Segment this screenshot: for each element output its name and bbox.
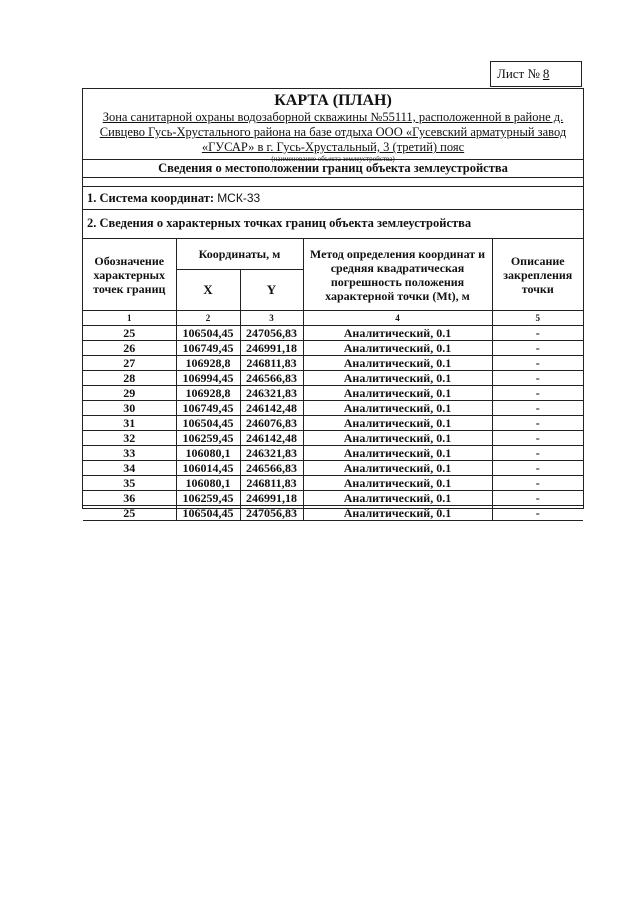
y-coord-cell: 246566,83: [240, 371, 303, 386]
fixing-description-cell: -: [492, 356, 583, 371]
header-y: Y: [240, 270, 303, 311]
table-row: [83, 461, 583, 476]
point-id-cell: 26: [83, 341, 176, 356]
point-id-cell: 36: [83, 491, 176, 506]
point-id-cell: 29: [83, 386, 176, 401]
fixing-description-cell: -: [492, 416, 583, 431]
object-description-line-2: Сивцево Гусь-Хрустального района на базе отдыха ООО «Гусевский арматурный завод: [99, 125, 567, 139]
x-coord-cell: 106504,45: [176, 506, 240, 521]
x-coord-cell: 106749,45: [176, 401, 240, 416]
method-cell: Аналитический, 0.1: [303, 326, 492, 341]
table-row: [83, 341, 583, 356]
fixing-description-cell: -: [492, 386, 583, 401]
table-row: [83, 431, 583, 446]
coord-system-label: 1. Система координат:: [87, 191, 215, 205]
y-coord-cell: 247056,83: [240, 326, 303, 341]
method-cell: Аналитический, 0.1: [303, 356, 492, 371]
table-row: [83, 401, 583, 416]
points-table-body: [83, 311, 583, 521]
x-coord-cell: 106080,1: [176, 446, 240, 461]
point-id-cell: 34: [83, 461, 176, 476]
table-row: [83, 416, 583, 431]
method-cell: Аналитический, 0.1: [303, 386, 492, 401]
x-coord-cell: 106504,45: [176, 326, 240, 341]
coord-system-row: [83, 187, 583, 210]
fixing-description-cell: -: [492, 326, 583, 341]
y-coord-cell: 246321,83: [240, 446, 303, 461]
method-cell: Аналитический, 0.1: [303, 431, 492, 446]
table-row: [83, 326, 583, 341]
index-row: [83, 311, 583, 326]
table-row: [83, 446, 583, 461]
section-title: Сведения о местоположении границ объекта землеустройства: [83, 160, 583, 178]
header-point: Обозначение характерных точек границ: [83, 239, 176, 311]
method-cell: Аналитический, 0.1: [303, 371, 492, 386]
y-coord-cell: 246566,83: [240, 461, 303, 476]
object-name-note: (наименование объекта землеустройства): [271, 155, 395, 163]
object-description-line-3: «ГУСАР» в г. Гусь-Хрустальный, 3 (третий) пояс: [201, 140, 465, 154]
title-block: [83, 89, 583, 163]
fixing-description-cell: -: [492, 431, 583, 446]
point-id-cell: 33: [83, 446, 176, 461]
header-x: X: [176, 270, 240, 311]
point-id-cell: 25: [83, 506, 176, 521]
fixing-description-cell: -: [492, 401, 583, 416]
document-title: КАРТА (ПЛАН): [274, 92, 392, 109]
y-coord-cell: 246991,18: [240, 341, 303, 356]
method-cell: Аналитический, 0.1: [303, 446, 492, 461]
x-coord-cell: 106014,45: [176, 461, 240, 476]
sheet-number: 8: [542, 66, 550, 81]
point-id-cell: 35: [83, 476, 176, 491]
y-coord-cell: 246142,48: [240, 401, 303, 416]
object-description-line-1: Зона санитарной охраны водозаборной скважины №55111, расположенной в районе д.: [102, 110, 564, 124]
point-id-cell: 27: [83, 356, 176, 371]
point-id-cell: 25: [83, 326, 176, 341]
method-cell: Аналитический, 0.1: [303, 401, 492, 416]
fixing-description-cell: -: [492, 446, 583, 461]
x-coord-cell: 106504,45: [176, 416, 240, 431]
table-row: [83, 506, 583, 521]
points-section-title: 2. Сведения о характерных точках границ объекта землеустройства: [83, 210, 583, 239]
y-coord-cell: 246142,48: [240, 431, 303, 446]
x-coord-cell: 106080,1: [176, 476, 240, 491]
coord-system-value: МСК-33: [217, 191, 261, 205]
fixing-description-cell: -: [492, 341, 583, 356]
y-coord-cell: 246076,83: [240, 416, 303, 431]
sheet-number-box: [490, 61, 582, 87]
index-cell: 3: [240, 311, 303, 326]
sheet-label: Лист №: [497, 66, 540, 81]
method-cell: Аналитический, 0.1: [303, 491, 492, 506]
table-row: [83, 386, 583, 401]
method-cell: Аналитический, 0.1: [303, 416, 492, 431]
method-cell: Аналитический, 0.1: [303, 341, 492, 356]
y-coord-cell: 246321,83: [240, 386, 303, 401]
point-id-cell: 30: [83, 401, 176, 416]
y-coord-cell: 247056,83: [240, 506, 303, 521]
document-frame: [82, 88, 584, 520]
header-coords: Координаты, м: [176, 239, 303, 270]
table-row: [83, 371, 583, 386]
x-coord-cell: 106259,45: [176, 491, 240, 506]
x-coord-cell: 106259,45: [176, 431, 240, 446]
x-coord-cell: 106928,8: [176, 386, 240, 401]
table-row: [83, 491, 583, 506]
x-coord-cell: 106928,8: [176, 356, 240, 371]
method-cell: Аналитический, 0.1: [303, 461, 492, 476]
index-cell: 2: [176, 311, 240, 326]
index-cell: 5: [492, 311, 583, 326]
spacer-row: [83, 178, 583, 187]
method-cell: Аналитический, 0.1: [303, 476, 492, 491]
fixing-description-cell: -: [492, 506, 583, 521]
table-row: [83, 356, 583, 371]
fixing-description-cell: -: [492, 476, 583, 491]
point-id-cell: 28: [83, 371, 176, 386]
point-id-cell: 31: [83, 416, 176, 431]
table-row: [83, 476, 583, 491]
fixing-description-cell: -: [492, 491, 583, 506]
header-method: Метод определения координат и средняя квадратическая погрешность положения характерной точки (Mt), м: [303, 239, 492, 311]
fixing-description-cell: -: [492, 461, 583, 476]
y-coord-cell: 246991,18: [240, 491, 303, 506]
header-description: Описание закрепления точки: [492, 239, 583, 311]
index-cell: 1: [83, 311, 176, 326]
fixing-description-cell: -: [492, 371, 583, 386]
x-coord-cell: 106994,45: [176, 371, 240, 386]
y-coord-cell: 246811,83: [240, 356, 303, 371]
index-cell: 4: [303, 311, 492, 326]
x-coord-cell: 106749,45: [176, 341, 240, 356]
points-table: [83, 238, 583, 521]
point-id-cell: 32: [83, 431, 176, 446]
method-cell: Аналитический, 0.1: [303, 506, 492, 521]
y-coord-cell: 246811,83: [240, 476, 303, 491]
